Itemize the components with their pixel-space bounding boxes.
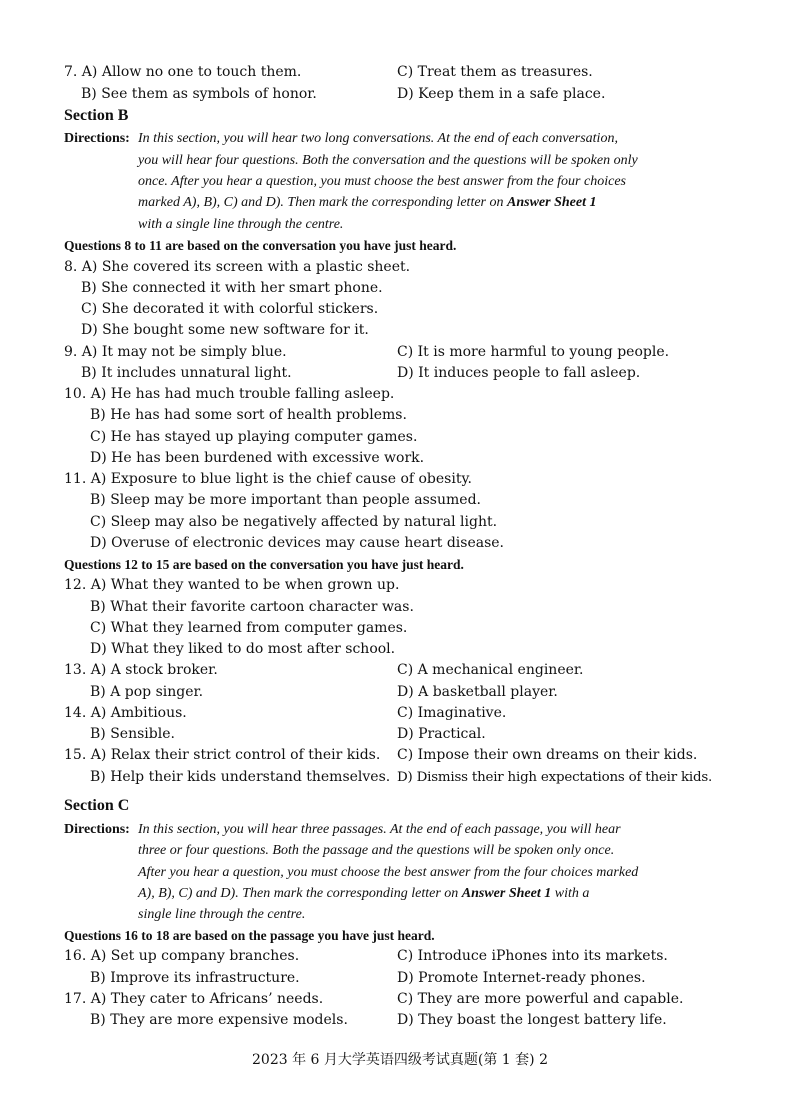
question-10-option: D) He has been burdened with excessive work. (90, 450, 425, 466)
question-9-row-2: B) It includes unnatural light. D) It induces people to fall asleep. (81, 365, 641, 381)
page-footer: 2023 年 6 月大学英语四级考试真题(第 1 套) 2 (252, 1052, 548, 1068)
question-16-row-2: B) Improve its infrastructure. D) Promote Internet-ready phones. (90, 970, 646, 986)
question-10-option: C) He has stayed up playing computer games. (90, 429, 418, 445)
question-16-row-1: 16. A) Set up company branches. C) Introduce iPhones into its markets. (64, 948, 668, 964)
option-text: C) Treat them as treasures. (397, 64, 593, 80)
section-b-title: Section B (64, 107, 129, 124)
question-12-option: D) What they liked to do most after school. (90, 641, 396, 657)
question-17-row-2: B) They are more expensive models. D) They boast the longest battery life. (90, 1012, 667, 1028)
directions-label: Directions: (64, 822, 130, 837)
answer-sheet-ref: Answer Sheet 1 (461, 886, 552, 901)
directions-label: Directions: (64, 131, 130, 146)
question-7-row-1 (0, 62, 800, 83)
directions-line: marked A), B), C) and D). Then mark the corresponding letter on Answer Sheet 1 (138, 195, 597, 210)
question-11-option: 11. A) Exposure to blue light is the chief cause of obesity. (64, 471, 472, 487)
directions-line: once. After you hear a question, you must choose the best answer from the four choices (138, 174, 626, 189)
question-12-option: C) What they learned from computer games. (90, 620, 408, 636)
question-15-row-1: 15. A) Relax their strict control of their kids. C) Impose their own dreams on their kids. (64, 747, 698, 763)
directions-line: In this section, you will hear two long conversations. At the end of each conversation, (138, 131, 618, 146)
directions-line: A), B), C) and D). Then mark the corresponding letter on Answer Sheet 1 with a (138, 886, 590, 901)
directions-line: three or four questions. Both the passage and the questions will be spoken only once. (138, 843, 615, 858)
directions-line: with a single line through the centre. (138, 217, 344, 232)
question-12-option: B) What their favorite cartoon character was. (90, 599, 414, 615)
option-text: 7. A) Allow no one to touch them. (64, 64, 302, 80)
question-7-row-2 (0, 84, 800, 105)
question-11-option: D) Overuse of electronic devices may cause heart disease. (90, 535, 505, 551)
question-11-option: C) Sleep may also be negatively affected by natural light. (90, 514, 498, 530)
questions-8-11-heading: Questions 8 to 11 are based on the conversation you have just heard. (64, 238, 457, 253)
question-12-option: 12. A) What they wanted to be when grown up. (64, 577, 400, 593)
questions-12-15-heading: Questions 12 to 15 are based on the conversation you have just heard. (64, 557, 464, 572)
question-9-row-1: 9. A) It may not be simply blue. C) It is more harmful to young people. (64, 344, 670, 360)
question-8-option: D) She bought some new software for it. (81, 322, 369, 338)
question-17-row-1: 17. A) They cater to Africans’ needs. C) They are more powerful and capable. (64, 991, 684, 1007)
question-8-option: 8. A) She covered its screen with a plastic sheet. (64, 259, 411, 275)
question-10-option: 10. A) He has had much trouble falling asleep. (64, 386, 395, 402)
question-14-row-2: B) Sensible. D) Practical. (90, 726, 486, 742)
question-13-row-1: 13. A) A stock broker. C) A mechanical engineer. (64, 662, 584, 678)
section-c-title: Section C (64, 797, 130, 814)
question-14-row-1: 14. A) Ambitious. C) Imaginative. (64, 705, 507, 721)
option-text: B) See them as symbols of honor. (81, 86, 317, 102)
option-text: D) Keep them in a safe place. (397, 86, 606, 102)
directions-line: single line through the centre. (138, 907, 306, 922)
questions-16-18-heading: Questions 16 to 18 are based on the passage you have just heard. (64, 928, 435, 943)
directions-line: you will hear four questions. Both the conversation and the questions will be spoken only (138, 153, 638, 168)
question-11-option: B) Sleep may be more important than people assumed. (90, 492, 481, 508)
answer-sheet-ref: Answer Sheet 1 (507, 195, 597, 210)
question-8-option: B) She connected it with her smart phone. (81, 280, 383, 296)
directions-line: After you hear a question, you must choose the best answer from the four choices marked (138, 865, 639, 880)
directions-line: In this section, you will hear three passages. At the end of each passage, you will hear (138, 822, 621, 837)
question-13-row-2: B) A pop singer. D) A basketball player. (90, 684, 558, 700)
question-10-option: B) He has had some sort of health problems. (90, 407, 407, 423)
question-15-row-2: B) Help their kids understand themselves. D) Dismiss their high expectations of their kids. (90, 769, 713, 785)
question-8-option: C) She decorated it with colorful stickers. (81, 301, 379, 317)
